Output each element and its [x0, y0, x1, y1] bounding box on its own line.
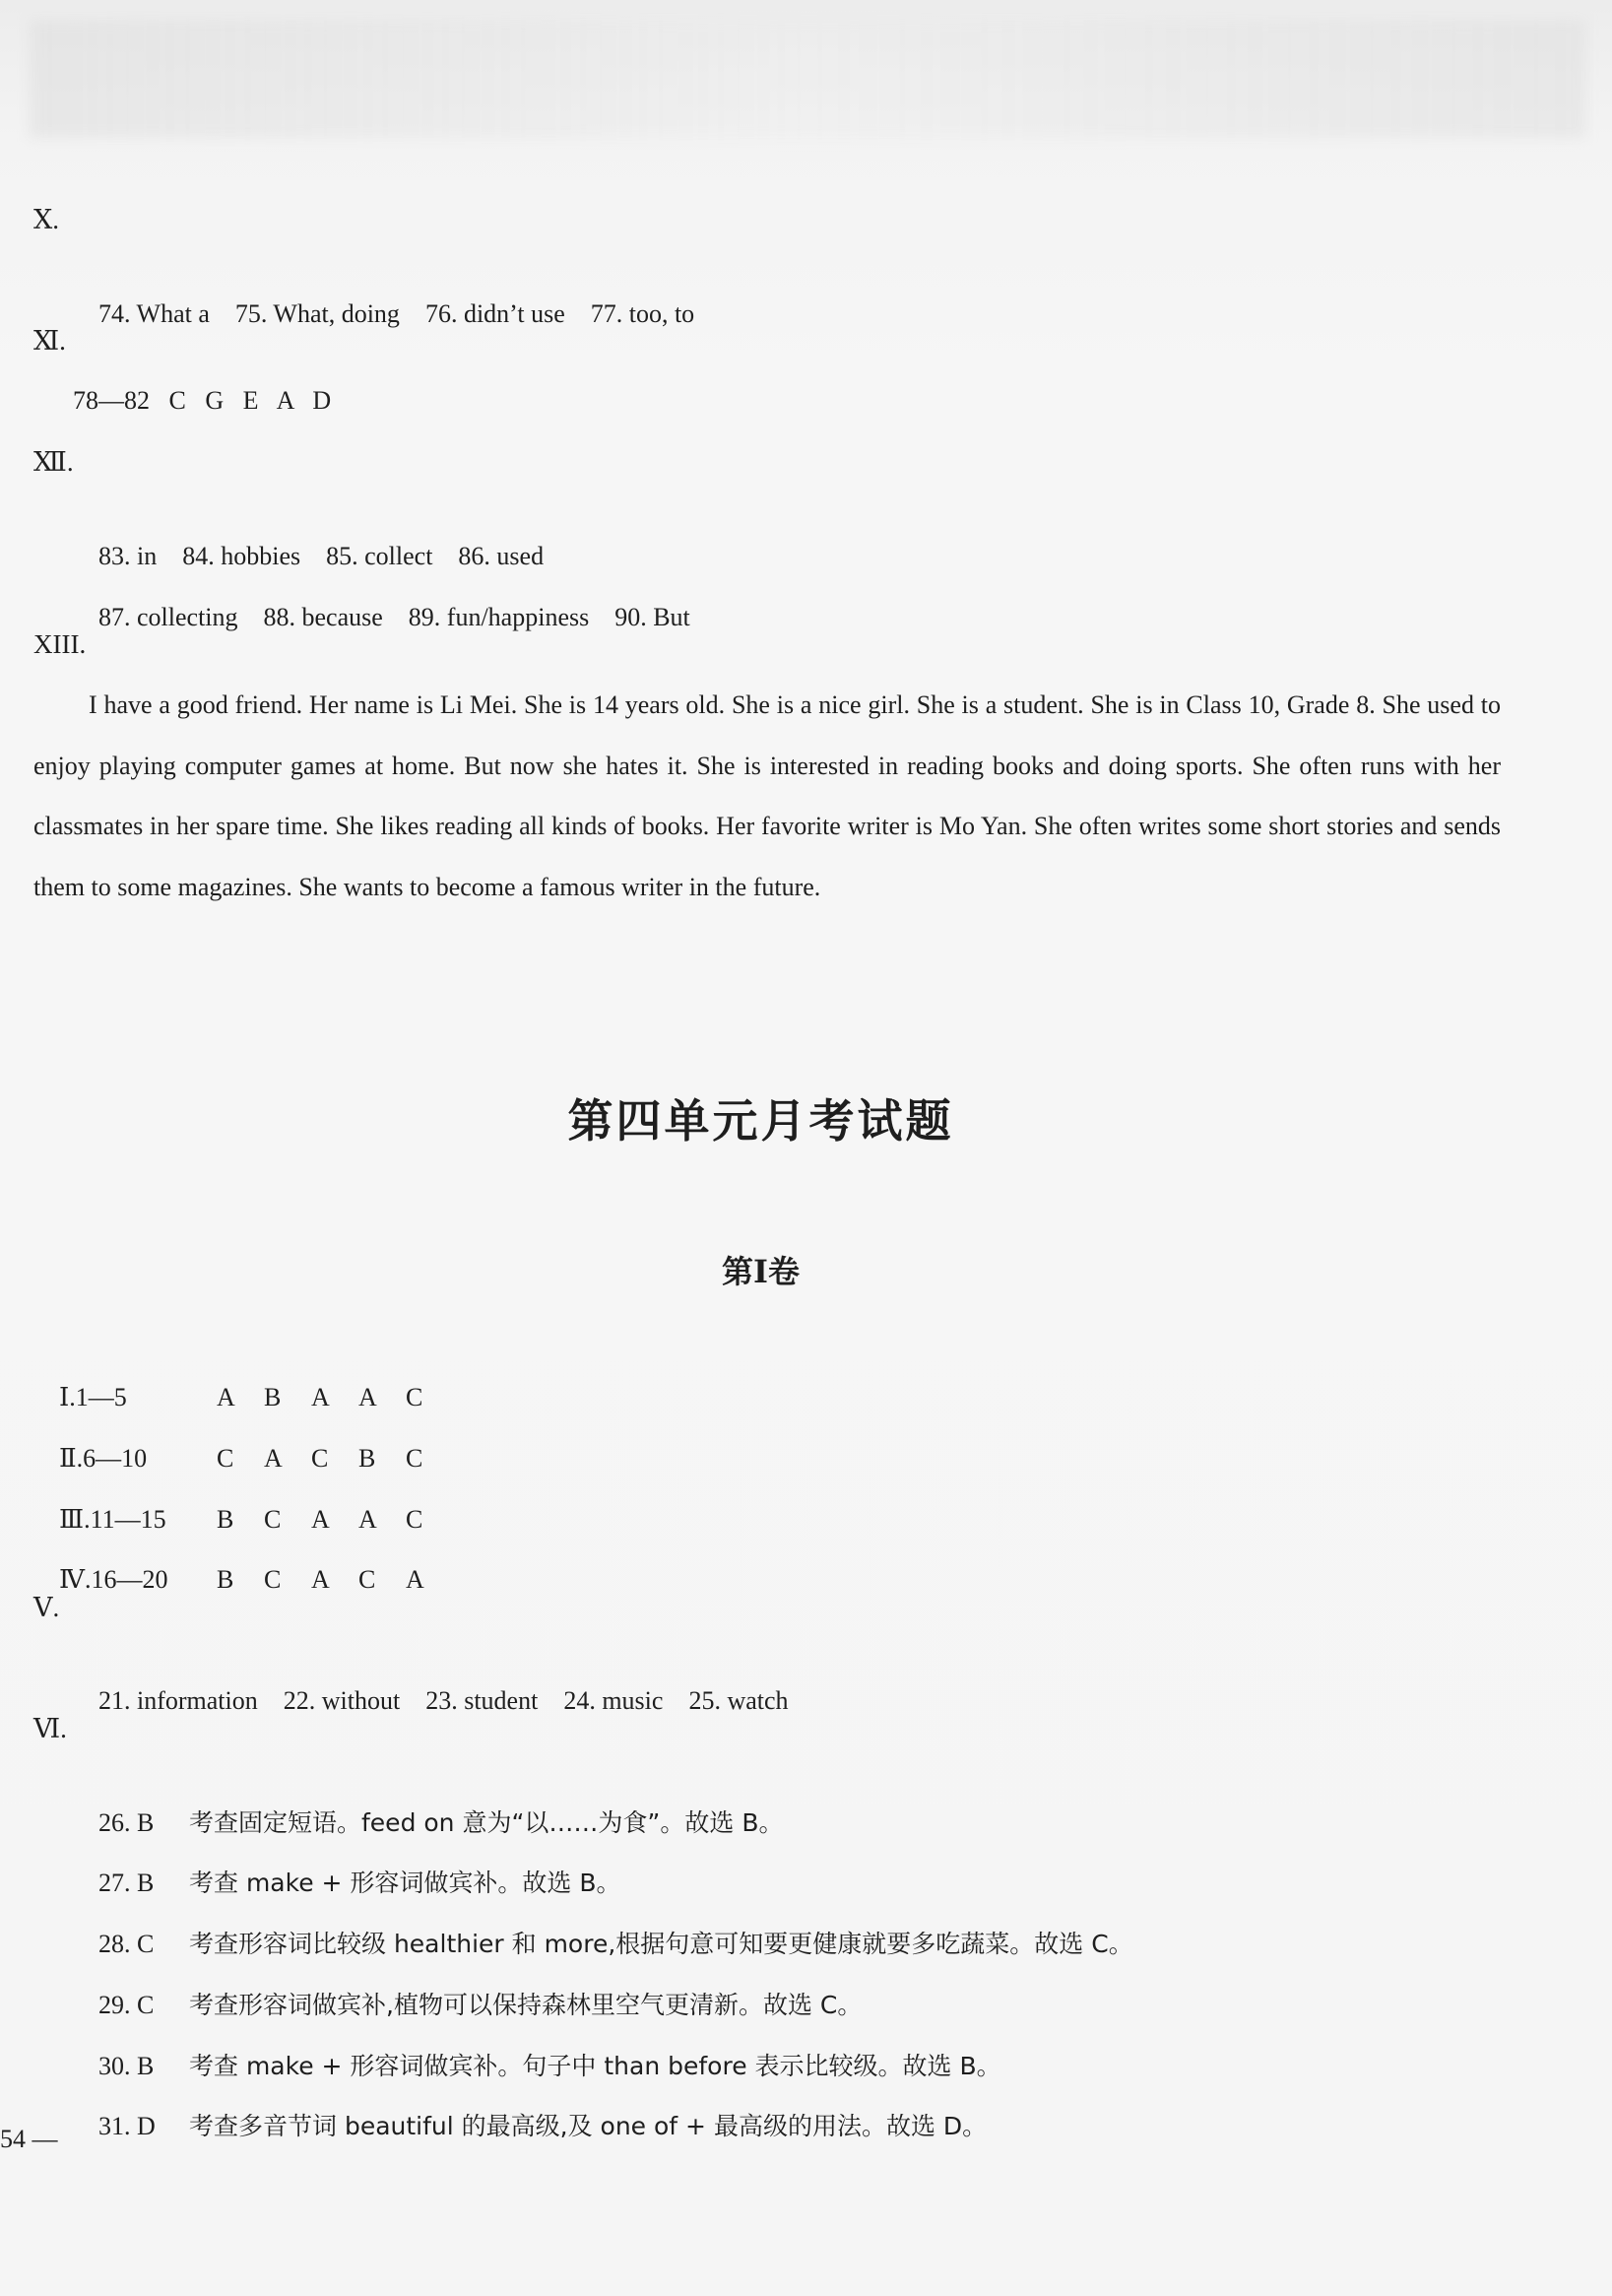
answer-item: 83. in [98, 542, 158, 570]
section-heading: XIII. [33, 629, 87, 659]
question-answer: 28. C [98, 1930, 155, 1958]
answer-item: 23. student [425, 1686, 539, 1715]
choice-label: Ⅳ.16—20 [59, 1565, 168, 1594]
answer-line [73, 1651, 814, 1751]
answer-line [73, 264, 720, 364]
explanation-text: 考查固定短语。feed on 意为“以……为食”。故选 B。 [189, 1808, 784, 1837]
section-heading: Ⅺ. [33, 326, 66, 356]
choice-answer: C [264, 1505, 282, 1534]
answer-item: 90. But [614, 603, 690, 631]
explanation-text: 考查 make + 形容词做宾补。故选 B。 [189, 1869, 621, 1897]
answer-item: 74. What a [98, 299, 210, 328]
choice-answer: A [217, 1383, 235, 1411]
choice-answer: C [358, 1565, 376, 1594]
answer-item: 85. collect [326, 542, 433, 570]
answer-line [73, 567, 716, 668]
choice-answer: C [406, 1383, 423, 1411]
question-answer: 27. B [98, 1869, 155, 1897]
choice-answer: A [311, 1565, 330, 1594]
answer-item: 77. too, to [590, 299, 695, 328]
question-answer: 30. B [98, 2052, 155, 2080]
answer-item: 75. What, doing [234, 299, 400, 328]
explanation-text: 考查多音节词 beautiful 的最高级,及 one of + 最高级的用法。故选 D。 [189, 2112, 988, 2140]
choice-answer: A [311, 1505, 330, 1534]
sample-essay: I have a good friend. Her name is Li Mei. She is 14 years old. She is a nice girl. She is a student. She is in Class 10, Grade 8. She used to enjoy playing computer games at home. But now she hates it. She is interested in reading books and doing sports. She often runs with her classmates in her spare time. She likes reading all kinds of books. Her favorite writer is Mo Yan. She often writes some short stories and sends them to some magazines. She wants to become a famous writer in the future. [33, 690, 1501, 901]
choice-answer: A [311, 1383, 330, 1411]
answer-item: 22. without [283, 1686, 401, 1715]
choice-label: Ⅰ.1—5 [59, 1383, 127, 1411]
choice-answer: B [217, 1565, 234, 1594]
explanation-text: 考查形容词比较级 healthier 和 more,根据句意可知要更健康就要多吃蔬菜。故选 C。 [189, 1930, 1133, 1958]
explanation-text: 考查 make + 形容词做宾补。句子中 than before 表示比较级。故选 B。 [189, 2052, 1001, 2080]
choice-answer: A [406, 1565, 424, 1594]
choice-answer: A [358, 1383, 377, 1411]
choice-answer: A [358, 1505, 377, 1534]
choice-answer: B [358, 1444, 376, 1473]
choice-answer: C [406, 1505, 423, 1534]
choice-answer: B [264, 1383, 282, 1411]
answer-line: 78—82 C G E A D [73, 386, 332, 415]
answer-item: 86. used [458, 542, 545, 570]
answer-item: 84. hobbies [182, 542, 301, 570]
section-heading: Ⅻ. [33, 447, 74, 477]
section-heading: Ⅵ. [33, 1714, 67, 1743]
choice-answer: C [217, 1444, 234, 1473]
answer-item: 87. collecting [98, 603, 238, 631]
explanation-text: 考查形容词做宾补,植物可以保持森林里空气更清新。故选 C。 [189, 1991, 863, 2019]
choice-answer: C [264, 1565, 282, 1594]
choice-row [33, 1530, 453, 1630]
choice-answer: C [311, 1444, 329, 1473]
explanation-line [73, 2076, 987, 2177]
answer-item: 24. music [563, 1686, 664, 1715]
scan-shadow [30, 20, 1585, 138]
question-answer: 31. D [98, 2112, 156, 2140]
choice-answer: C [406, 1444, 423, 1473]
answer-item: 76. didn’t use [424, 299, 565, 328]
question-answer: 29. C [98, 1991, 155, 2019]
answer-item: 89. fun/happiness [408, 603, 590, 631]
page-title: 第四单元月考试题 [567, 1094, 954, 1148]
choice-label: Ⅱ.6—10 [59, 1444, 148, 1473]
choice-label: Ⅲ.11—15 [59, 1505, 166, 1534]
section-heading: Ⅴ. [33, 1593, 60, 1622]
answer-item: 88. because [263, 603, 383, 631]
paper-subtitle: 第Ⅰ卷 [722, 1253, 800, 1290]
choice-answer: A [264, 1444, 283, 1473]
choice-answer: B [217, 1505, 234, 1534]
page-number: 54 — [0, 2125, 58, 2153]
answer-item: 21. information [98, 1686, 258, 1715]
question-answer: 26. B [98, 1808, 155, 1837]
answer-item: 25. watch [688, 1686, 789, 1715]
section-heading: Ⅹ. [33, 205, 59, 234]
